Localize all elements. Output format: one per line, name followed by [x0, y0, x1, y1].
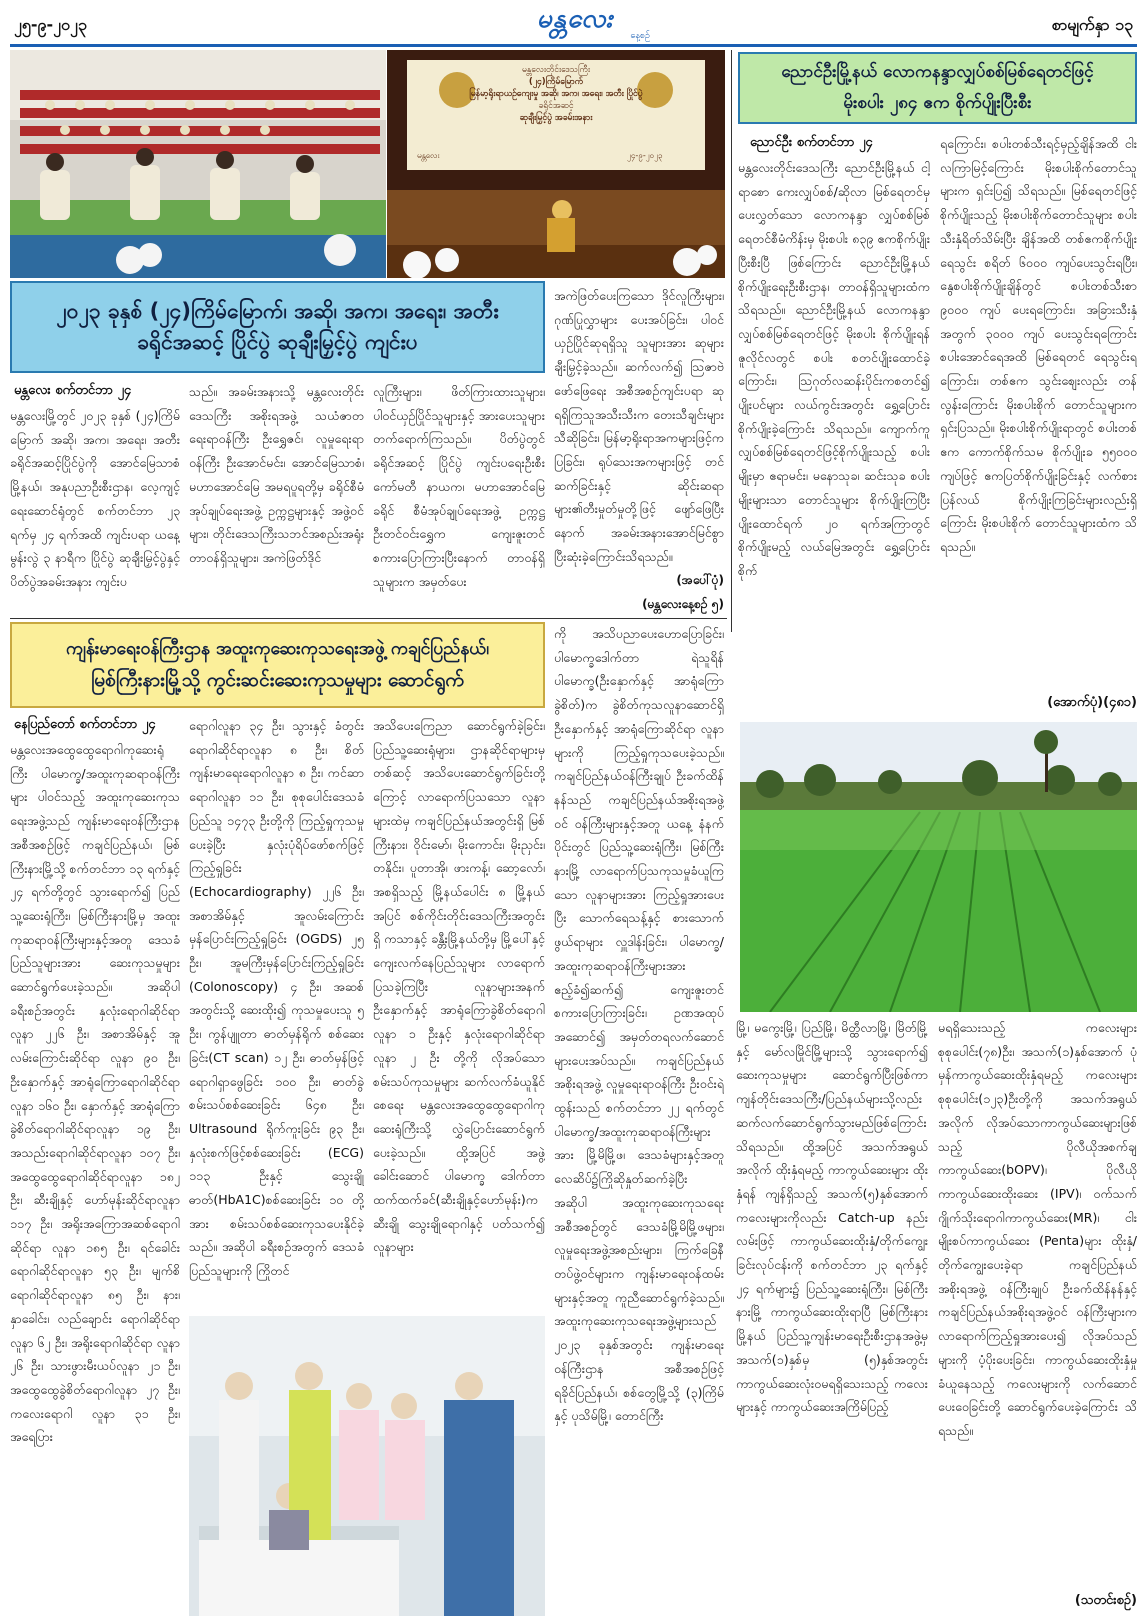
- masthead-subtitle: နေ့စဉ်: [630, 31, 650, 41]
- rice-byline: ညောင်ဦး စက်တင်ဘာ ၂၄: [750, 135, 873, 150]
- photo-stage: [387, 50, 725, 278]
- banner-date: ၂၄-၉-၂၀၂၃: [627, 151, 663, 160]
- banner-line-4: ခရိုင်အဆင့်: [538, 101, 574, 111]
- rice-column-1: မန္တလေးတိုင်းဒေသကြီး ညောင်ဦးမြို့နယ် ငါ့ရာစော ကေးလျှပ်စစ်/ဆိုလာ မြစ်ရေတင်မှ ပေးလွှတ်သော လောကနန္ဒာ လျှပ်စစ်မြစ်ရေတင်စီမံကိန်းမှ မိုးစပါး ၈၃၉ ဧကစိုက်ပျိုးပြီးစီးပြီ ဖြစ်ကြောင်း ညောင်ဦးမြို့နယ် စိုက်ပျိုးရေးဦးစီးဌာန၊ တာဝန်ရှိသူများထံက သိရသည်။ ညောင်ဦးမြို့နယ် လောကနန္ဒာ လျှပ်စစ်မြစ်ရေတင်ဖြင့် မိုးစပါး စိုက်ပျိုးရန် ဇူလိုင်လတွင် စပါး စတင်ပျိုးထောင်ခဲ့ကြောင်း၊ သြဂုတ်လဆန်းပိုင်းကစတင်၍ ပျိုးပင်များ လယ်ကွင်းအတွင်း ရွှေ့ပြောင်းစိုက်ပျိုးခဲ့ကြောင်း သိရသည်။ ကျောက်ကူလျှပ်စစ်မြစ်ရေတင်ဖြင့်စိုက်ပျိုးသည့် စပါးမျိုးမှာ ဧရာမင်း၊ မနောသုခ၊ ဆင်းသုခ စပါးမျိုးများသာ တောင်သူများ စိုက်ပျိုးကြပြီး ပျိုးထောင်ရက် ၂၀ ရက်အကြာတွင် စိုက်ပျိုးမည့် လယ်မြေအတွင်း ရွှေ့ပြောင်းစိုက်: [738, 160, 930, 578]
- banner-line-5: ဆုချီးမြှင့်ပွဲ အခမ်းအနား: [519, 113, 593, 123]
- medical-headline: [10, 622, 545, 708]
- festival-headline: [10, 281, 545, 373]
- section-divider: [10, 618, 727, 619]
- medical-column-6: မရရှိသေးသည့် ကလေးများ စုစုပေါင်း(၇၈)ဦး၊ အသက်(၁)နှစ်အောက် ပုံမှန်ကာကွယ်ဆေးထိုးနှံရမည့် ကလေးများ စုစုပေါင်း(၁၂၃)ဦးတို့ကို အသက်အရွယ်အလိုက် လိုအပ်သောကာကွယ်ဆေးများဖြစ်သည့် ပိုလီယိုအစက်ချ ကာကွယ်ဆေး(bOPV)၊ ပိုလီယို ကာကွယ်ဆေးထိုးဆေး (IPV)၊ ဝက်သက်ဂျိုက်သိုးရောဂါကာကွယ်ဆေး(MR)၊ ငါးမျိုးစပ်ကာကွယ်ဆေး (Penta)များ ထိုးနှံ/တိုက်ကျွေးပေးခဲ့ရာ ကချင်ပြည်နယ်အစိုးရအဖွဲ့ ဝန်ကြီးချုပ် ဦးခက်ထိန်နန်နှင့် ကချင်ပြည်နယ်အစိုးရအဖွဲ့ဝင် ဝန်ကြီးများက လာရောက်ကြည့်ရှုအားပေး၍ လိုအပ်သည်များကို ပံ့ပိုးပေးခြင်း၊ ကာကွယ်ဆေးထိုးနှံမှု ခံယူနေသည့် ကလေးများကို လက်ဆောင်ပေးဝေခြင်းတို့ ဆောင်ရွက်ပေးခဲ့ကြောင်း သိရသည်။: [938, 1020, 1137, 1438]
- photo-hospital: [189, 1316, 545, 1616]
- festival-column-3: လူကြီးများ၊ ဖိတ်ကြားထားသူများ၊ ပါဝင်ယှဉ်ပြိုင်သူများနှင့် အားပေးသူများ တက်ရောက်ကြသည်။ ပိတ်ပွဲတွင် ခရိုင်အဆင့် ပြိုင်ပွဲ ကျင်းပရေးဦးစီးကော်မတီ နာယက၊ မဟာအောင်မြေခရိုင် စီမံအုပ်ချုပ်ရေးအဖွဲ့ ဥက္ကဋ္ဌ ဦးတင်ဝင်းရွှေက ကျေးဇူးတင်စကားပြောကြားပြီးနောက် တာဝန်ရှိသူများက အမှတ်ပေး: [373, 384, 545, 589]
- medical-column-1: မန္တလေးအထွေထွေရောဂါကုဆေးရုံကြီး ပါမောက္ခ/အထူးကုဆရာဝန်ကြီးများ ပါဝင်သည့် အထူးကုဆေးကုသရေးအဖွဲ့သည် ကျန်းမာရေးဝန်ကြီးဌာန အစီအစဉ်ဖြင့် ကချင်ပြည်နယ်၊ မြစ်ကြီးနားမြို့သို့ စက်တင်ဘာ ၁၃ ရက်နှင့် ၂၄ ရက်တို့တွင် သွားရောက်၍ ပြည်သူ့ဆေးရုံကြီး၊ မြစ်ကြီးနားမြို့မှ အထူးကုဆရာဝန်ကြီးများနှင့်အတူ ဒေသခံပြည်သူများအား ဆေးကုသမှုများ ဆောင်ရွက်ပေးခဲ့သည်။ အဆိုပါ ခရီးစဉ်အတွင်း နှလုံးရောဂါဆိုင်ရာလူနာ ၂၂၆ ဦး၊ အစာအိမ်နှင့် အူလမ်းကြောင်းဆိုင်ရာ လူနာ ၉၀ ဦး၊ ဦးနှောက်နှင့် အာရုံကြောရောဂါဆိုင်ရာလူနာ ၁၆၀ ဦး၊ နှောက်နှင့် အာရုံကြောခွဲစိတ်ရောဂါဆိုင်ရာလူနာ ၁၉ ဦး၊ အသည်းရောဂါဆိုင်ရာလူနာ ၁၀၇ ဦး၊ အထွေထွေရောဂါဆိုင်ရာလူနာ ၁၈၂ ဦး၊ ဆီးချိုနှင့် ဟော်မုန်းဆိုင်ရာလူနာ ၁၁၇ ဦး၊ အရိုးအကြောအဆစ်ရောဂါဆိုင်ရာ လူနာ ၁၈၅ ဦး၊ ရင်ခေါင်းရောဂါဆိုင်ရာလူနာ ၅၃ ဦး၊ မျက်စိရောဂါဆိုင်ရာလူနာ ၈၅ ဦး၊ နား၊ နှာခေါင်း၊ လည်ချောင်း ရောဂါဆိုင်ရာ လူနာ ၆၂ ဦး၊ အရိုးရောဂါဆိုင်ရာ လူနာ ၂၆ ဦး၊ သားဖွားမီးယပ်လူနာ ၂၁ ဦး၊ အထွေထွေခွဲစိတ်ရောဂါလူနာ ၂၇ ဦး၊ ကလေးရောဂါ လူနာ ၃၁ ဦး၊ အရေပြား: [10, 742, 180, 1445]
- festival-credit-b: (မန္တလေးနေ့စဉ် ၅): [642, 597, 724, 611]
- festival-byline: မန္တလေး စက်တင်ဘာ ၂၄: [14, 383, 132, 398]
- page-number: စာမျက်နှာ ၁၃: [1051, 15, 1133, 34]
- masthead: [490, 4, 660, 44]
- hospital-photo-graphic: [189, 1316, 545, 1616]
- header-rule: [10, 44, 1137, 47]
- rice-headline-line-2: မိုးစပါး ၂၈၄ ဧက စိုက်ပျိုးပြီးစီး: [843, 93, 1032, 113]
- medical-column-2: ရောဂါလူနာ ၃၄ ဦး၊ သွားနှင့် ခံတွင်းရောဂါဆိုင်ရာလူနာ ၈ ဦး၊ စိတ်ကျန်းမာရေးရောဂါလူနာ ၈ ဦး၊ ကင်ဆာရောဂါလူနာ ၁၁ ဦး၊ စုစုပေါင်းဒေသခံပြည်သူ ၁၄၇၃ ဦးတို့ကို ကြည့်ရှုကုသမှုပေးခဲ့ပြီး နှလုံးပုံရိပ်ဖော်စက်ဖြင့် ကြည့်ရှုခြင်း (Echocardiography) ၂၂၆ ဦး၊ အစာအိမ်နှင့် အူလမ်းကြောင်း မှန်ပြောင်းကြည့်ရှုခြင်း (OGDS) ၂၅ ဦး၊ အူမကြီးမှန်ပြောင်းကြည့်ရှုခြင်း (Colonoscopy) ၄ ဦး၊ အဆစ်အတွင်းသို့ ဆေးထိုး၍ ကုသမှုပေးသူ ၅ ဦး၊ ကွန်ပျူတာ ဓာတ်မှန်ရိုက် စစ်ဆေးခြင်း(CT scan) ၁၂ ဦး၊ ဓာတ်မှန်ဖြင့် ရောဂါရှာဖွေခြင်း ၁၀၀ ဦး၊ ဓာတ်ခွဲ စမ်းသပ်စစ်ဆေးခြင်း ၆၄၈ ဦး၊ Ultrasound ရိုက်ကူးခြင်း ၉၃ ဦး၊ နှလုံးစက်ဖြင့်စစ်ဆေးခြင်း (ECG) ၁၁၃ ဦးနှင့် သွေးချိုဓာတ်(HbA1C)စစ်ဆေးခြင်း ၁၀ တို့အား စမ်းသပ်စစ်ဆေးကုသပေးနိုင်ခဲ့သည်။ အဆိုပါ ခရီးစဉ်အတွက် ဒေသခံပြည်သူများကို ကြိုတင်: [189, 718, 364, 1279]
- festival-headline-line-2: ခရိုင်အဆင့် ပြိုင်ပွဲ ဆုချီးမြှင့်ပွဲ ကျင်းပ: [137, 330, 418, 354]
- festival-column-4: အကဲဖြတ်ပေးကြသော ဒိုင်လူကြီးများ၊ ဂုဏ်ပြုလွှာများ ပေးအပ်ခြင်း၊ ပါဝင်ယှဉ်ပြိုင်ဆုရရှိသူ သူများအား ဆုများချီးမြှင့်ခဲ့သည်။ ဆက်လက်၍ ဩဇာဗဲဖော်ဖြေရေး အစီအစဉ်ကျင်းပရာ ဆုရရှိကြသူအသီးသီးက တေးသီချင်းများ သီဆိုခြင်း၊ မြန်မာ့ရိုးရာအကများဖြင့်ကပြခြင်း၊ ရုပ်သေးအကများဖြင့် တင်ဆက်ခြင်းနှင့် ဆိုင်းဆရာများ၏တီးမှုတ်မှုတို့ဖြင့် ဖျော်ဖြေပြီးနောက် အခမ်းအနားအောင်မြင်စွာ ပြီးဆုံးခဲ့ကြောင်းသိရသည်။: [554, 288, 724, 564]
- medical-headline-line-2: မြစ်ကြီးနားမြို့သို့ ကွင်းဆင်းဆေးကုသမှုများ ဆောင်ရွက်: [91, 669, 464, 691]
- rice-headline-line-1: ညောင်ဦးမြို့နယ် လောကနန္ဒာလျှပ်စစ်မြစ်ရေတင်ဖြင့်: [781, 62, 1094, 82]
- festival-credit-a: (အပေါ်ပုံ): [676, 573, 724, 587]
- audience-photo-graphic: [10, 50, 386, 278]
- banner-text: [447, 64, 665, 124]
- rice-headline: [738, 52, 1137, 124]
- photo-audience: [10, 50, 386, 278]
- festival-column-1: မန္တလေးမြို့တွင် ၂၀၂၃ ခုနှစ် (၂၄)ကြိမ်မြောက် အဆို၊ အက၊ အရေး၊ အတီး ခရိုင်အဆင့်ပြိုင်ပွဲကို အောင်မြေသာစံမြို့နယ်၊ အနုပညာဦးစီးဌာန၊ လေ့ကျင့်ရေးဆောင်ရုံတွင် စက်တင်ဘာ ၂၃ ရက်မှ ၂၄ ရက်အထိ ကျင်းပရာ ယနေ့ မွန်းလွဲ ၃ နာရီက ပြိုင်ပွဲ ဆုချီးမြှင့်ပွဲနှင့် ပိတ်ပွဲအခမ်းအနား ကျင်းပ: [10, 408, 180, 589]
- medical-column-4: ကို အသိပညာပေးဟောပြောခြင်း၊ ပါမောက္ခဒေါက်တာ ရဲသူရိန် ပါမောက္ခ(ဦးနှောက်နှင့် အာရုံကြောခွဲစိတ်)က ခွဲစိတ်ကုသလူနာဆောင်ရှိ ဦးနှောက်နှင့် အာရုံကြောဆိုင်ရာ လူနာများကို ကြည့်ရှုကုသပေးခဲ့သည်။ ကချင်ပြည်နယ်ဝန်ကြီးချုပ် ဦးခက်ထိန်နန်သည် ကချင်ပြည်နယ်အစိုးရအဖွဲ့ဝင် ဝန်ကြီးများနှင့်အတူ ယနေ့ နံနက်ပိုင်းတွင် ပြည်သူ့ဆေးရုံကြီး၊ မြစ်ကြီးနားမြို့ လာရောက်ပြသကုသမှုခံယူကြသော လူနာများအား ကြည့်ရှုအားပေးပြီး သောက်ရေသန့်နှင့် စားသောက်ဖွယ်ရာများ လှူဒါန်းခြင်း၊ ပါမောက္ခ/အထူးကုဆရာဝန်ကြီးများအား ဧည့်ခံ၍ဆက်၍ ကျေးဇူးတင်စကားပြောကြားခြင်း၊ ဥဏအထုပ်အဆောင်၍ အမှတ်တရလက်ဆောင်များပေးအပ်သည်။ ကချင်ပြည်နယ်အစိုးရအဖွဲ့ လူမှုရေးရာဝန်ကြီး ဦးဝင်းရဲထွန်းသည် စက်တင်ဘာ ၂၂ ရက်တွင် ပါမောက္ခ/အထူးကုဆရာဝန်ကြီးများအား မြို့မိမြို့ဖ၊ ဒေသခံများနှင့်အတူ လေဆိပ်၌ကြိုဆိုနှုတ်ဆက်ခဲ့ပြီး အဆိုပါ အထူးကုဆေးကုသရေး အစီအစဉ်တွင် ဒေသခံမြို့မိမြို့ဖများ၊ လူမှုရေးအဖွဲ့အစည်းများ၊ ကြက်ခြေနီတပ်ဖွဲ့ဝင်များက ကျန်းမာရေးဝန်ထမ်းများနှင့်အတူ ကူညီဆောင်ရွက်ခဲ့သည်။ အထူးကုဆေးကုသရေးအဖွဲ့များသည် ၂၀၂၃ ခုနှစ်အတွင်း ကျန်းမာရေးဝန်ကြီးဌာန အစီအစဉ်ဖြင့် ရခိုင်ပြည်နယ်၊ စစ်တွေမြို့သို့ (၃)ကြိမ်နှင့် ပုသိမ်မြို့၊ တောင်ကြီး: [554, 626, 724, 1424]
- masthead-title: မန္တလေး: [536, 4, 614, 34]
- festival-headline-line-1: ၂၀၂၃ ခုနှစ် (၂၄)ကြိမ်မြောက်၊ အဆို၊ အက၊ အရေး၊ အတီး: [56, 299, 499, 323]
- medical-credit: (သတင်းစဉ်): [1074, 1593, 1137, 1608]
- photo-rice-field: [740, 722, 1137, 1012]
- festival-column-2: သည်။ အခမ်းအနားသို့ မန္တလေးတိုင်းဒေသကြီး အစိုးရအဖွဲ့ သယံဇာတရေးရာဝန်ကြီး ဦးရွှေဇင်၊ လူမှုရေးရာဝန်ကြီး ဦးအောင်မင်း၊ အောင်မြေသာစံ၊ မဟာအောင်မြေ အမရပူရတို့မှ ခရိုင်စီမံအုပ်ချုပ်ရေးအဖွဲ့ ဥက္ကဋ္ဌများနှင့် အဖွဲ့ဝင်များ၊ တိုင်းဒေသကြီးသဘင်အစည်းအရုံး တာဝန်ရှိသူများ၊ အကဲဖြတ်ဒိုင်: [189, 384, 364, 565]
- column-divider-right: [731, 50, 732, 632]
- medical-byline: နေပြည်တော် စက်တင်ဘာ ၂၄: [14, 717, 156, 732]
- banner-place: မန္တလေး: [417, 151, 440, 160]
- page-date: ၂၅-၉-၂၀၂၃: [14, 15, 87, 34]
- rice-credit: (အောက်ပုံ)(၄၈၁): [1047, 695, 1137, 710]
- medical-column-5: မြို့၊ မကွေးမြို့၊ ပြည်မြို့၊ မိတ္ထီလာမြို့၊ မြိတ်မြို့နှင့် မော်လမြိုင်မြို့များသို့ သွားရောက်၍ ဆေးကုသမှုများ ဆောင်ရွက်ပြီးဖြစ်ကာ ကျန်တိုင်းဒေသကြီး/ပြည်နယ်များသို့လည်း ဆက်လက်ဆောင်ရွက်သွားမည်ဖြစ်ကြောင်း သိရသည်။ ထို့အပြင် အသက်အရွယ်အလိုက် ထိုးနှံရမည့် ကာကွယ်ဆေးများ ထိုးနှံရန် ကျန်ရှိသည့် အသက်(၅)နှစ်အောက် ကလေးများကိုလည်း Catch-up နည်းလမ်းဖြင့် ကာကွယ်ဆေးထိုးနှံ/တိုက်ကျွေးခြင်းလုပ်ငန်းကို စက်တင်ဘာ ၂၃ ရက်နှင့် ၂၄ ရက်များ၌ ပြည်သူ့ဆေးရုံကြီး၊ မြစ်ကြီးနားမြို့ ကာကွယ်ဆေးထိုးရာပြီ မြစ်ကြီးနားမြို့နယ် ပြည်သူ့ကျန်းမာရေးဦးစီးဌာနအဖွဲ့မှ အသက်(၁)နှစ်မှ (၅)နှစ်အတွင်း ကာကွယ်ဆေးလုံးဝမရရှိသေးသည့် ကလေးများနှင့် ကာကွယ်ဆေးအကြိမ်ပြည့်: [736, 1020, 928, 1415]
- medical-headline-line-1: ကျန်းမာရေးဝန်ကြီးဌာန အထူးကုဆေးကုသရေးအဖွဲ့ ကချင်ပြည်နယ်၊: [65, 639, 490, 659]
- rice-field-graphic: [740, 722, 1137, 1012]
- rice-column-2: ရကြောင်း၊ စပါးတစ်သီးရင့်မှည့်ချိန်အထိ ငါးလကြာမြင့်ကြောင်း မိုးစပါးစိုက်တောင်သူများက ရှင်းပြ၍ သိရသည်။ မြစ်ရေတင်ဖြင့် စိုက်ပျိုးသည့် မိုးစပါးစိုက်တောင်သူများ စပါးသီးနှံရိတ်သိမ်းပြီး ချိန်အထိ တစ်ဧကစိုက်ပျိုးရေသွင်း စရိတ် ၆၀၀၀ ကျပ်ပေးသွင်းရပြီး၊ နွေစပါးစိုက်ပျိုးချိန်တွင် စပါးတစ်သီးစာ ၉၀၀၀ ကျပ် ပေးရကြောင်း၊ အခြားသီးနှံအတွက် ၃၀၀၀ ကျပ် ပေးသွင်းရကြောင်း စပါးအောင်ရေအထိ မြစ်ရေတင် ရေသွင်းရကြောင်း၊ တစ်ဧက သွင်းစျေးလည်း တန်လွန်းကြောင်း မိုးစပါးစိုက် တောင်သူများက ရှင်းပြသည်။ မိုးစပါးစိုက်ပျိုးရာတွင် စပါးတစ်ဧက ကောက်စိုက်သမ စိုက်ပျိုးခ ၅၅၀၀၀ ကျပ်ဖြင့် ဧကပြတ်စိုက်ပျိုးခြင်းနှင့် လက်စားပြန်လယ် စိုက်ပျိုးကြခြင်းများလည်းရှိကြောင်း မိုးစပါးစိုက် တောင်သူများထံက သိရသည်။: [940, 136, 1137, 554]
- banner-line-2: (၂၄)ကြိမ်မြောက်: [528, 77, 584, 87]
- medical-column-3: အသိပေးကြေညာ ဆောင်ရွက်ခဲ့ခြင်း၊ ပြည်သူ့ဆေးရုံများ၊ ဌာနဆိုင်ရာများမှတစ်ဆင့် အသိပေးဆောင်ရွက်ခြင်းတို့ကြောင့် လာရောက်ပြသသော လူနာများထဲမှ ကချင်ပြည်နယ်အတွင်းရှိ မြစ်ကြီးနား၊ ဝိုင်းမော်၊ မိုးကောင်း၊ မိုးညှင်း၊ တနိုင်း၊ ပူတာအို၊ ဖားကန့်၊ ဆော့လော်၊ အစရှိသည့် မြို့နယ်ပေါင်း ၈ မြို့နယ်အပြင် စစ်ကိုင်းတိုင်းဒေသကြီးအတွင်းရှိ ကသာနှင့် ခန္တီးမြို့နယ်တို့မှ မြို့ပေါ်နှင့် ကျေးလက်နေပြည်သူများ လာရောက်ပြသခဲ့ကြပြီး လူနာများအနက် ဦးနှောက်နှင့် အာရုံကြောခွဲစိတ်ရောဂါလူနာ ၁ ဦးနှင့် နှလုံးရောဂါဆိုင်ရာ လူနာ ၂ ဦး တို့ကို လိုအပ်သော စမ်းသပ်ကုသမှုများ ဆက်လက်ခံယူနိုင်စေရေး မန္တလေးအထွေထွေရောဂါကုဆေးရုံကြီးသို့ လွှဲပြောင်းဆောင်ရွက်ပေးခဲ့သည်။ ထို့အပြင် အဖွဲ့ ခေါင်းဆောင် ပါမောက္ခ ဒေါက်တာထက်ထက်ခင်(ဆီးချိုနှင့်ဟော်မုန်း)က ဆီးချို သွေးချိုရောဂါနှင့် ပတ်သက်၍ လူနာများ: [373, 718, 545, 1255]
- banner-line-3: မြန်မာ့ရိုးရာယဉ်ကျေးမှု အဆို၊ အက၊ အရေး၊ အတီး ပြိုင်ပွဲ: [469, 89, 643, 99]
- banner-line-1: မန္တလေးတိုင်းဒေသကြီး: [522, 65, 590, 75]
